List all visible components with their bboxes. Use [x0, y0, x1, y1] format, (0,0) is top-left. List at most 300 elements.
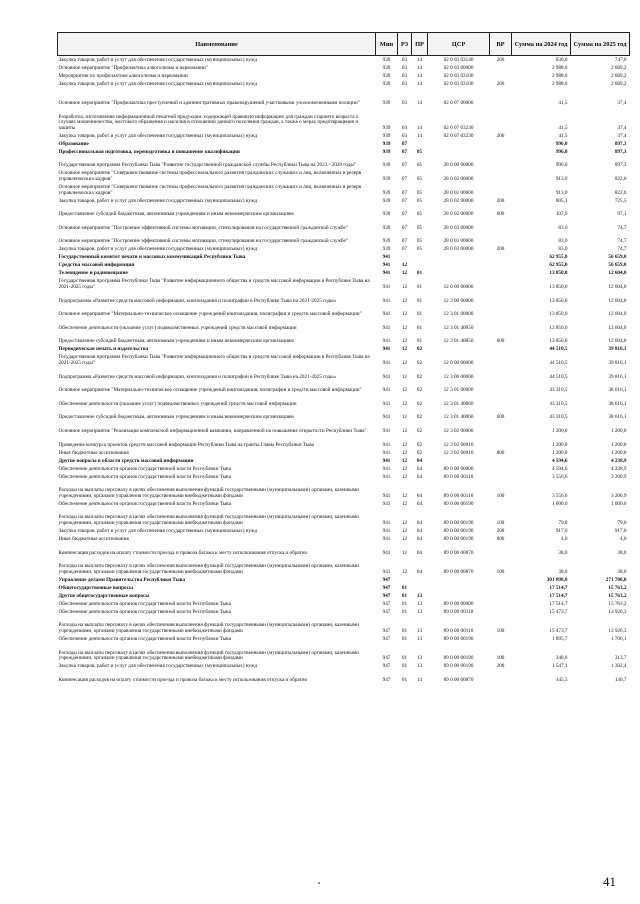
row-csr [428, 147, 490, 155]
row-pr: 04 [416, 457, 423, 464]
row-rz: 12 [401, 297, 408, 304]
row-sum-2024: 13 850,0 [549, 324, 568, 331]
table-row [58, 599, 630, 607]
table-row [58, 456, 630, 464]
row-sum-2024: 913,0 [555, 176, 568, 183]
row-sum-2025: 12 604,0 [608, 297, 627, 304]
row-csr: 89 0 00 00190 [443, 519, 474, 526]
table-row [58, 331, 630, 345]
row-sum-2024: 301 898,0 [546, 576, 568, 583]
row-name: Иные бюджетные ассигнования [58, 535, 129, 542]
row-name: Закупка товаров, работ и услуг для обеспечения государственных (муниципальных) нужд [58, 527, 258, 534]
row-sum-2024: 1 200,0 [551, 449, 568, 456]
row-min: 939 [382, 148, 391, 155]
row-sum-2025: 4,0 [620, 535, 627, 542]
row-csr: 12 3 01 40060 [443, 414, 474, 421]
row-pr: 01 [416, 338, 423, 345]
row-name: Средства массовой информации [58, 262, 135, 269]
table-row [58, 218, 630, 232]
row-csr [428, 575, 490, 583]
row-sum-2025: 13 926,3 [608, 608, 627, 615]
row-name: Обеспечение деятельности органов государственной власти Республики Тыва [58, 600, 231, 607]
row-pr: 14 [416, 124, 423, 131]
table-row [58, 72, 630, 80]
row-name: Мероприятия по профилактике алкоголизма и наркомании [58, 72, 188, 79]
row-name: Обеспечение деятельности органов государственной власти Республики Тыва [58, 635, 231, 642]
row-min: 941 [382, 324, 391, 331]
row-min: 941 [382, 519, 391, 526]
row-name: Разработка, изготовление информационной печатной продукции, содержащей правовую информацию для граждан старшего возраста о случаях мошенничества, жестокого обращения и насилия в отношении данного поселения граждан, а также о мерах предотвращения и защиты [58, 113, 359, 131]
table-row [58, 421, 630, 435]
row-sum-2025: 313,7 [614, 655, 627, 662]
row-sum-2025: 271 708,0 [605, 576, 627, 583]
row-rz: 03 [401, 100, 408, 107]
row-sum-2024: 3 556,6 [551, 492, 568, 499]
row-sum-2024: 13 850,0 [549, 284, 568, 291]
row-sum-2025: 13 926,3 [608, 627, 627, 634]
row-vr [490, 318, 512, 332]
row-vr: 200 [496, 246, 505, 253]
table-row [58, 269, 630, 277]
row-vr: 200 [496, 56, 505, 63]
row-pr [412, 139, 428, 147]
row-min: 939 [382, 132, 391, 139]
table-row [58, 80, 630, 88]
row-csr: 28 0 02 00000 [443, 189, 474, 196]
row-sum-2024: 348,6 [555, 655, 568, 662]
row-rz: 12 [401, 387, 408, 394]
row-csr: 89 0 00 00190 [443, 535, 474, 542]
row-rz: 03 [401, 124, 408, 131]
row-rz: 12 [401, 262, 408, 269]
row-name: Обеспечение деятельности органов государственной власти Республики Тыва [58, 608, 231, 615]
row-csr: 12 3 01 00000 [443, 387, 474, 394]
row-name: Закупка товаров, работ и услуг для обеспечения государственных (муниципальных) нужд [58, 80, 258, 87]
row-sum-2025: 74,7 [617, 246, 627, 253]
table-row [58, 615, 630, 634]
row-min: 939 [382, 72, 391, 79]
row-sum-2025: 38 616,1 [608, 414, 627, 421]
row-csr: 28 0 03 00000 [443, 238, 474, 245]
row-vr: 200 [496, 197, 505, 204]
row-min: 941 [382, 527, 391, 534]
row-min: 939 [382, 64, 391, 71]
row-min: 939 [382, 224, 391, 231]
row-sum-2025: 56 659,0 [608, 254, 627, 261]
row-sum-2025: 2 689,2 [610, 80, 627, 87]
row-csr: 28 0 03 00000 [443, 224, 474, 231]
row-min: 939 [382, 56, 391, 63]
row-sum-2024: 43 310,5 [549, 400, 568, 407]
row-rz: 03 [401, 80, 408, 87]
row-vr: 800 [496, 535, 505, 542]
row-vr [490, 253, 512, 261]
row-csr [428, 345, 490, 353]
table-row [58, 169, 630, 183]
row-csr: 02 0 07 00000 [443, 100, 474, 107]
row-vr: 200 [496, 663, 505, 670]
row-name: Управление делами Правительства Республики Тыва [58, 576, 186, 583]
row-csr [428, 139, 490, 147]
row-sum-2024: 3 556,6 [551, 473, 568, 480]
row-csr: 89 0 00 00190 [443, 500, 474, 507]
table-row [58, 591, 630, 599]
table-row [58, 139, 630, 147]
row-sum-2025: 4 238,9 [610, 465, 627, 472]
row-csr: 89 0 00 00000 [443, 600, 474, 607]
row-sum-2025: 15 763,2 [608, 584, 627, 591]
row-min: 941 [382, 373, 391, 380]
row-sum-2024: 13 850,0 [549, 338, 568, 345]
row-rz [398, 575, 412, 583]
row-rz: 01 [401, 600, 408, 607]
row-min: 941 [382, 568, 391, 575]
header-sum-2025: Сумма на 2025 год [571, 33, 630, 56]
header-min: Мин [376, 33, 398, 56]
row-vr [490, 277, 512, 291]
row-min: 939 [382, 176, 391, 183]
row-sum-2024: 17 514,7 [549, 592, 568, 599]
row-min: 947 [382, 627, 391, 634]
row-vr [490, 599, 512, 607]
row-csr: 12 3 01 40050 [443, 338, 474, 345]
row-min: 939 [382, 197, 391, 204]
row-vr [490, 367, 512, 381]
row-vr [490, 353, 512, 367]
row-vr: 600 [496, 338, 505, 345]
row-sum-2025: 12 604,0 [608, 311, 627, 318]
row-min: 947 [382, 576, 391, 583]
row-rz: 07 [401, 246, 408, 253]
row-sum-2025: 897,3 [614, 140, 627, 147]
row-sum-2024: 17 514,7 [549, 584, 568, 591]
row-pr: 13 [416, 600, 423, 607]
row-pr: 04 [416, 500, 423, 507]
table-row [58, 56, 630, 64]
row-pr: 04 [416, 473, 423, 480]
row-min: 941 [382, 500, 391, 507]
table-row [58, 367, 630, 381]
row-min: 941 [382, 270, 391, 277]
table-row [58, 253, 630, 261]
row-rz: 07 [401, 238, 408, 245]
row-vr [490, 72, 512, 80]
row-min: 941 [382, 338, 391, 345]
row-min: 941 [382, 473, 391, 480]
row-sum-2024: 996,0 [555, 162, 568, 169]
row-min: 941 [382, 457, 391, 464]
row-sum-2024: 41,5 [558, 124, 568, 131]
row-vr: 600 [496, 414, 505, 421]
row-pr: 02 [416, 427, 423, 434]
row-vr [490, 380, 512, 394]
row-name: Основное мероприятие "Реализация комплексной информационной кампании, направленной на повышение открытости Республики Тыва" [58, 427, 367, 434]
row-csr: 12 0 00 00000 [443, 360, 474, 367]
row-csr: 89 0 00 00110 [443, 473, 474, 480]
table-header-row [58, 33, 630, 56]
row-vr [490, 456, 512, 464]
row-sum-2024: 1 200,0 [551, 427, 568, 434]
table-row [58, 353, 630, 367]
row-min: 939 [382, 140, 391, 147]
row-sum-2024: 13 850,0 [549, 311, 568, 318]
row-csr: 12 3 01 40050 [443, 324, 474, 331]
row-min: 941 [382, 297, 391, 304]
table-row [58, 204, 630, 218]
row-csr: 12 3 02 60010 [443, 449, 474, 456]
row-csr: 89 0 00 00190 [443, 527, 474, 534]
row-rz: 12 [401, 568, 408, 575]
row-pr: 01 [416, 297, 423, 304]
scan-artifact [318, 882, 320, 884]
row-min: 939 [382, 80, 391, 87]
row-name: Обеспечение деятельности органов государственной власти Республики Тыва [58, 500, 231, 507]
row-pr: 02 [416, 373, 423, 380]
row-vr: 100 [496, 627, 505, 634]
row-name: Основное мероприятие "Построение эффективной системы мотивации, стимулирования на государственной гражданской службе" [58, 238, 348, 245]
row-sum-2024: 41,5 [558, 100, 568, 107]
row-pr: 14 [416, 132, 423, 139]
row-min: 941 [382, 262, 391, 269]
row-name: Закупка товаров, работ и услуг для обеспечения государственных (муниципальных) нужд [58, 132, 258, 139]
row-sum-2024: 2 988,0 [551, 64, 568, 71]
row-min: 947 [382, 676, 391, 683]
row-csr: 12 0 00 00000 [443, 284, 474, 291]
table-row [58, 245, 630, 253]
row-csr [428, 269, 490, 277]
row-name: Образование [58, 140, 89, 147]
table-row [58, 435, 630, 449]
row-min: 941 [382, 441, 391, 448]
row-vr [490, 169, 512, 183]
row-pr: 04 [416, 465, 423, 472]
row-pr: 04 [416, 549, 423, 556]
row-sum-2024: 38,0 [558, 568, 568, 575]
row-sum-2024: 83,0 [558, 224, 568, 231]
row-vr [490, 139, 512, 147]
row-vr [490, 64, 512, 72]
row-csr: 12 3 02 60010 [443, 441, 474, 448]
row-min: 939 [382, 246, 391, 253]
row-vr [490, 635, 512, 643]
row-min: 939 [382, 238, 391, 245]
table-row [58, 88, 630, 107]
row-rz: 12 [401, 457, 408, 464]
row-rz: 03 [401, 64, 408, 71]
row-min: 939 [382, 162, 391, 169]
row-sum-2025: 4 238,9 [610, 457, 627, 464]
row-rz: 12 [401, 346, 408, 353]
row-sum-2024: 1 547,1 [551, 663, 568, 670]
row-vr [490, 304, 512, 318]
header-sum-2024: Сумма на 2024 год [512, 33, 571, 56]
row-rz: 07 [401, 197, 408, 204]
table-row [58, 464, 630, 472]
row-min: 941 [382, 387, 391, 394]
row-sum-2025: 130,7 [614, 676, 627, 683]
row-sum-2024: 38,0 [558, 549, 568, 556]
table-row [58, 196, 630, 204]
row-sum-2025: 897,3 [614, 148, 627, 155]
row-vr [490, 147, 512, 155]
header-vr: ВР [490, 33, 512, 56]
row-name: Профессиональная подготовка, переподготовка и повышение квалификации [58, 148, 240, 155]
row-csr: 89 0 00 00110 [443, 627, 474, 634]
row-rz: 01 [401, 627, 408, 634]
row-pr: 05 [416, 162, 423, 169]
row-rz: 12 [401, 338, 408, 345]
row-name: Подпрограмма «Развитие средств массовой информации, книгоиздания и полиграфии в Республике Тыва на 2021-2025 годы» [58, 373, 337, 380]
row-name: Закупка товаров, работ и услуг для обеспечения государственных (муниципальных) нужд [58, 56, 258, 63]
row-sum-2024: 83,0 [558, 246, 568, 253]
row-sum-2025: 725,5 [614, 197, 627, 204]
row-csr: 28 0 02 00000 [443, 211, 474, 218]
table-row [58, 345, 630, 353]
row-name: Другие вопросы в области средств массовой информации [58, 457, 194, 464]
row-pr: 04 [416, 492, 423, 499]
row-rz: 12 [401, 324, 408, 331]
row-pr: 14 [416, 56, 423, 63]
row-pr: 04 [416, 519, 423, 526]
row-sum-2025: 38 616,1 [608, 387, 627, 394]
row-name: Основное мероприятие "Совершенствование системы профессионального развития гражданских служащих и лиц, включенных в резерв управленческих кадров" [58, 184, 362, 196]
row-rz: 12 [401, 449, 408, 456]
row-rz: 03 [401, 72, 408, 79]
row-vr: 200 [496, 132, 505, 139]
table-row [58, 183, 630, 197]
row-sum-2025: 747,0 [614, 56, 627, 63]
row-rz: 12 [401, 414, 408, 421]
row-sum-2024: 13 850,0 [549, 297, 568, 304]
row-min: 941 [382, 400, 391, 407]
row-rz: 07 [401, 162, 408, 169]
row-sum-2025: 97,1 [617, 211, 627, 218]
page-number: 41 [603, 874, 616, 889]
row-sum-2025: 56 659,0 [608, 262, 627, 269]
row-name: Расходы на выплаты персоналу в целях обеспечения выполнения функций государственными (муниципальными) органами, казенными учреждениями, органами управления государственными внебюджетными фондами [58, 514, 359, 526]
row-sum-2025: 74,7 [617, 238, 627, 245]
row-min: 941 [382, 311, 391, 318]
row-name: Государственная программа Республики Тыва "Развитие информационного общества и средств массовой информации в Республике Тыва на 2021-2025 годы" [58, 354, 370, 367]
row-rz: 12 [401, 527, 408, 534]
row-csr: 89 0 00 00110 [443, 492, 474, 499]
row-sum-2024: 145,3 [555, 676, 568, 683]
row-name: Предоставление субсидий бюджетным, автономным учреждениям и иным некоммерческим организациям [58, 211, 294, 218]
row-pr: 02 [416, 414, 423, 421]
row-pr: 05 [416, 197, 423, 204]
row-sum-2025: 38,0 [617, 549, 627, 556]
row-rz: 01 [401, 663, 408, 670]
row-rz: 07 [401, 176, 408, 183]
table-body [58, 56, 630, 684]
row-sum-2025: 37,4 [617, 132, 627, 139]
row-csr [428, 253, 490, 261]
row-csr [428, 456, 490, 464]
row-vr: 100 [496, 568, 505, 575]
row-vr: 800 [496, 449, 505, 456]
table-row [58, 155, 630, 169]
row-pr: 13 [416, 608, 423, 615]
row-pr: 14 [416, 64, 423, 71]
row-sum-2024: 4,0 [561, 535, 568, 542]
row-csr: 89 0 00 00190 [443, 655, 474, 662]
row-name: Основное мероприятие "Материально-техническое оснащение учреждений книгоиздания, полиграфии и средств массовой информации" [58, 311, 362, 318]
row-sum-2024: 13 850,0 [549, 270, 568, 277]
table-row [58, 394, 630, 408]
document-page [57, 32, 629, 683]
table-row [58, 575, 630, 583]
row-pr: 04 [416, 568, 423, 575]
row-csr: 02 0 07 03230 [443, 124, 474, 131]
budget-table [57, 32, 630, 683]
row-sum-2024: 2 988,0 [551, 72, 568, 79]
table-row [58, 231, 630, 245]
row-vr: 100 [496, 655, 505, 662]
row-pr [412, 575, 428, 583]
row-name: Периодическая печать и издательства [58, 346, 149, 353]
row-sum-2025: 917,0 [614, 527, 627, 534]
row-rz: 01 [401, 608, 408, 615]
row-rz: 03 [401, 56, 408, 63]
row-csr: 89 0 00 00190 [443, 663, 474, 670]
row-csr: 89 0 00 00000 [443, 465, 474, 472]
row-sum-2024: 1 200,0 [551, 441, 568, 448]
row-min: 939 [382, 211, 391, 218]
table-row [58, 556, 630, 575]
row-sum-2025: 1 706,1 [610, 635, 627, 642]
row-rz: 01 [401, 592, 408, 599]
row-vr [490, 218, 512, 232]
row-pr: 05 [416, 211, 423, 218]
row-rz: 12 [401, 500, 408, 507]
row-name: Общегосударственные вопросы [58, 584, 133, 591]
row-name: Предоставление субсидий бюджетным, автономным учреждениям и иным некоммерческим организациям [58, 338, 294, 345]
row-rz: 01 [401, 584, 408, 591]
row-rz: 12 [401, 284, 408, 291]
row-vr [490, 261, 512, 269]
row-name: Обеспечение деятельности органов государственной власти Республики Тыва [58, 473, 231, 480]
header-rz: РЗ [398, 33, 412, 56]
table-row [58, 635, 630, 643]
table-row [58, 670, 630, 684]
row-sum-2025: 3 200,9 [610, 473, 627, 480]
row-name: Расходы на выплаты персоналу в целях обеспечения выполнения функций государственными (муниципальными) органами, казенными учреждениями, органами управления государственными внебюджетными фондами [58, 622, 359, 634]
row-vr [490, 499, 512, 507]
row-sum-2024: 1 000,0 [551, 500, 568, 507]
row-csr: 12 3 01 40060 [443, 400, 474, 407]
row-rz: 07 [401, 148, 408, 155]
row-pr [412, 261, 428, 269]
row-vr [490, 183, 512, 197]
row-csr: 28 0 02 00000 [443, 176, 474, 183]
row-pr [412, 253, 428, 261]
row-vr [490, 472, 512, 480]
table-row [58, 507, 630, 526]
row-min: 947 [382, 635, 391, 642]
row-csr: 28 0 02 00000 [443, 197, 474, 204]
row-sum-2025: 79,0 [617, 519, 627, 526]
row-sum-2025: 12 604,0 [608, 324, 627, 331]
row-pr: 01 [416, 324, 423, 331]
row-pr: 02 [416, 400, 423, 407]
row-csr: 12 3 01 00000 [443, 311, 474, 318]
row-sum-2024: 913,0 [555, 189, 568, 196]
row-vr: 100 [496, 519, 505, 526]
row-sum-2025: 12 604,0 [608, 284, 627, 291]
row-sum-2025: 12 604,0 [608, 338, 627, 345]
row-rz: 12 [401, 311, 408, 318]
row-sum-2025: 2 689,2 [610, 64, 627, 71]
